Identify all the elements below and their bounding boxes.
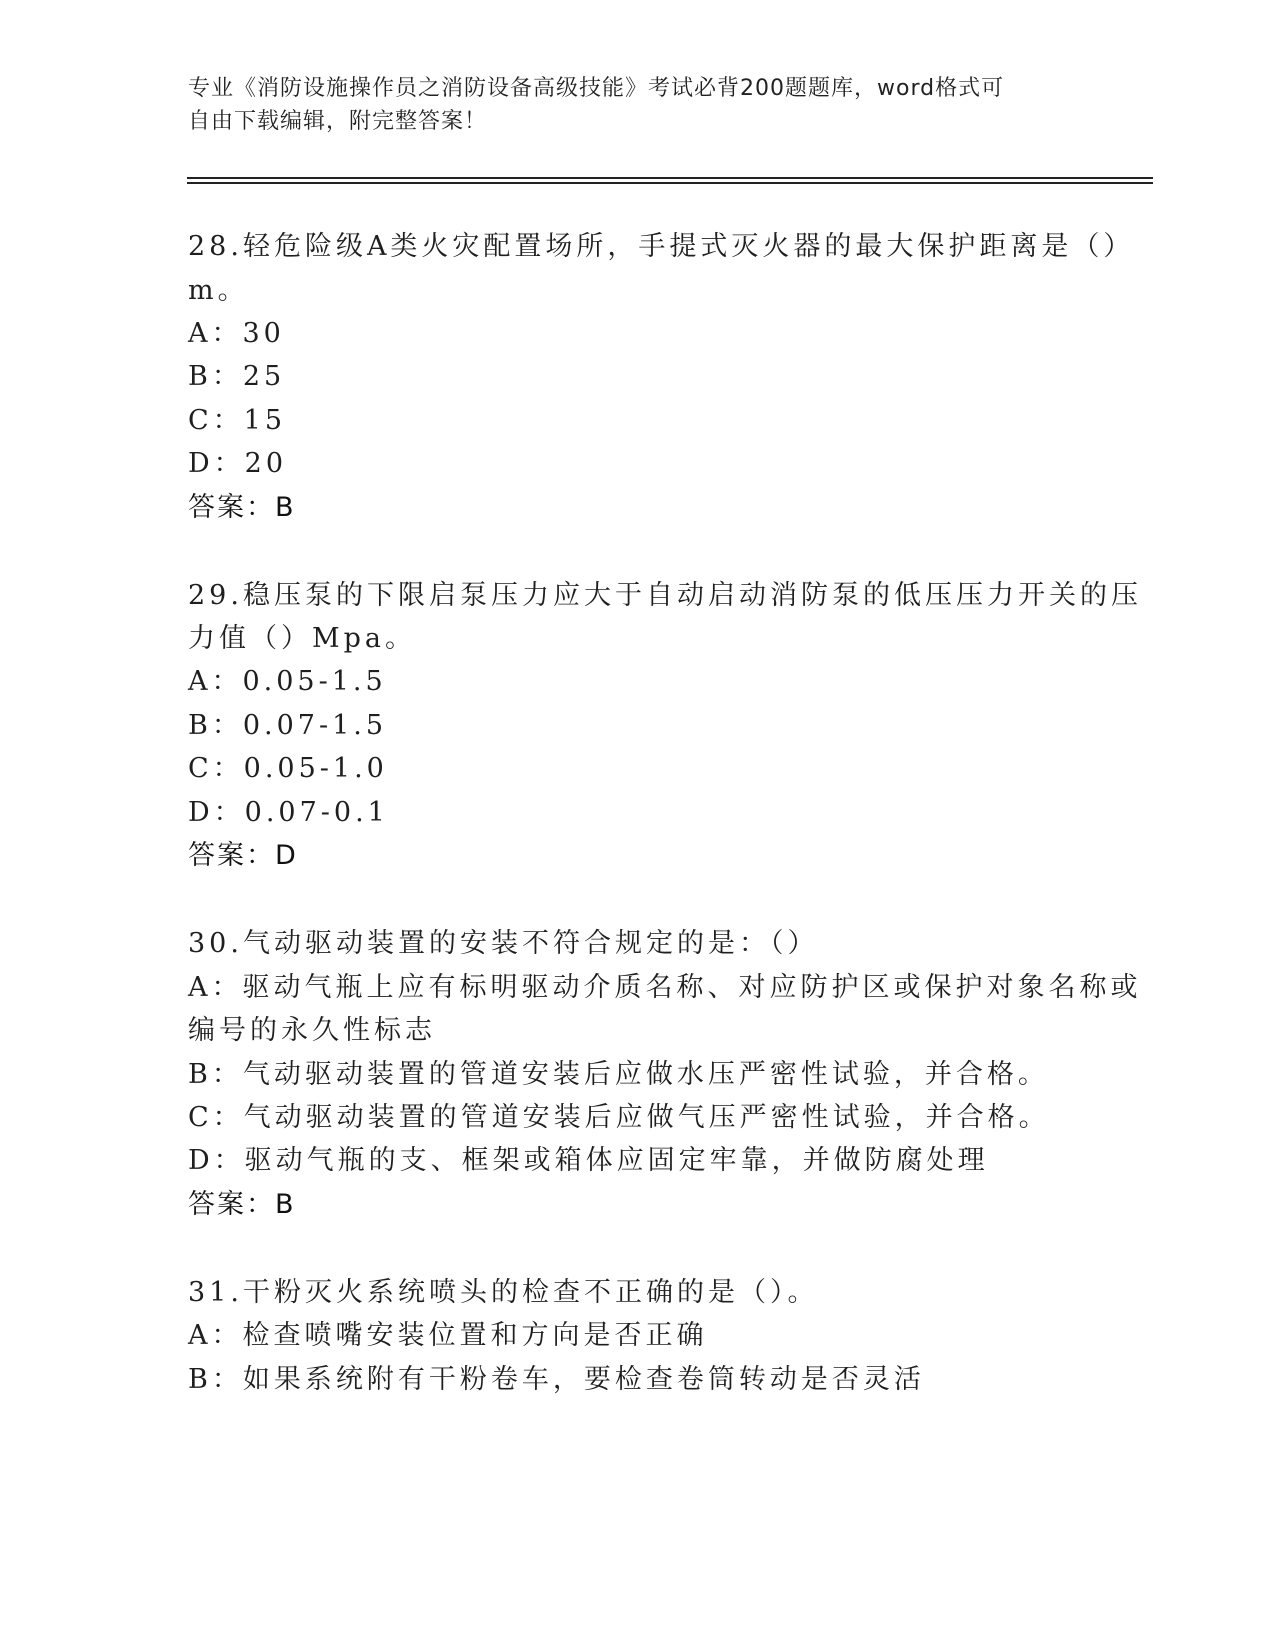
option-a: A：0.05-1.5 (188, 666, 387, 697)
question-stem-continued: 力值（）Mpa。 (188, 623, 417, 654)
option-a: A：检查喷嘴安装位置和方向是否正确 (188, 1320, 708, 1351)
option-b: B：气动驱动装置的管道安装后应做水压严密性试验，并合格。 (188, 1059, 1049, 1090)
question-stem: 30.气动驱动装置的安装不符合规定的是：（） (188, 928, 819, 959)
option-c: C：0.05-1.0 (188, 753, 388, 784)
option-a: A：驱动气瓶上应有标明驱动介质名称、对应防护区或保护对象名称或 (188, 972, 1142, 1003)
option-b: B：0.07-1.5 (188, 710, 388, 741)
question-stem: 29.稳压泵的下限启泵压力应大于自动启动消防泵的低压压力开关的压 (188, 580, 1142, 611)
question-stem-continued: m。 (188, 275, 249, 306)
answer: 答案：B (188, 1189, 296, 1220)
option-d: D：0.07-0.1 (188, 797, 389, 828)
header-line-2: 自由下载编辑，附完整答案！ (188, 109, 488, 134)
header-divider-top (187, 177, 1153, 179)
answer: 答案：D (188, 840, 298, 871)
option-d: D：驱动气瓶的支、框架或箱体应固定牢靠，并做防腐处理 (188, 1145, 989, 1176)
answer: 答案：B (188, 492, 296, 523)
option-b: B：如果系统附有干粉卷车，要检查卷筒转动是否灵活 (188, 1364, 925, 1395)
question-stem: 31.干粉灭火系统喷头的检查不正确的是（）。 (188, 1277, 819, 1308)
option-a-continued: 编号的永久性标志 (188, 1015, 436, 1046)
header-line-1: 专业《消防设施操作员之消防设备高级技能》考试必背200题题库，word格式可 (188, 76, 1005, 101)
option-a: A：30 (188, 318, 285, 349)
header-divider-bottom (187, 182, 1153, 184)
option-c: C：气动驱动装置的管道安装后应做气压严密性试验，并合格。 (188, 1102, 1050, 1133)
question-stem: 28.轻危险级A类火灾配置场所，手提式灭火器的最大保护距离是（） (188, 231, 1135, 262)
option-b: B：25 (188, 361, 286, 392)
option-c: C：15 (188, 405, 287, 436)
option-d: D：20 (188, 448, 288, 479)
document-header (188, 72, 1068, 138)
